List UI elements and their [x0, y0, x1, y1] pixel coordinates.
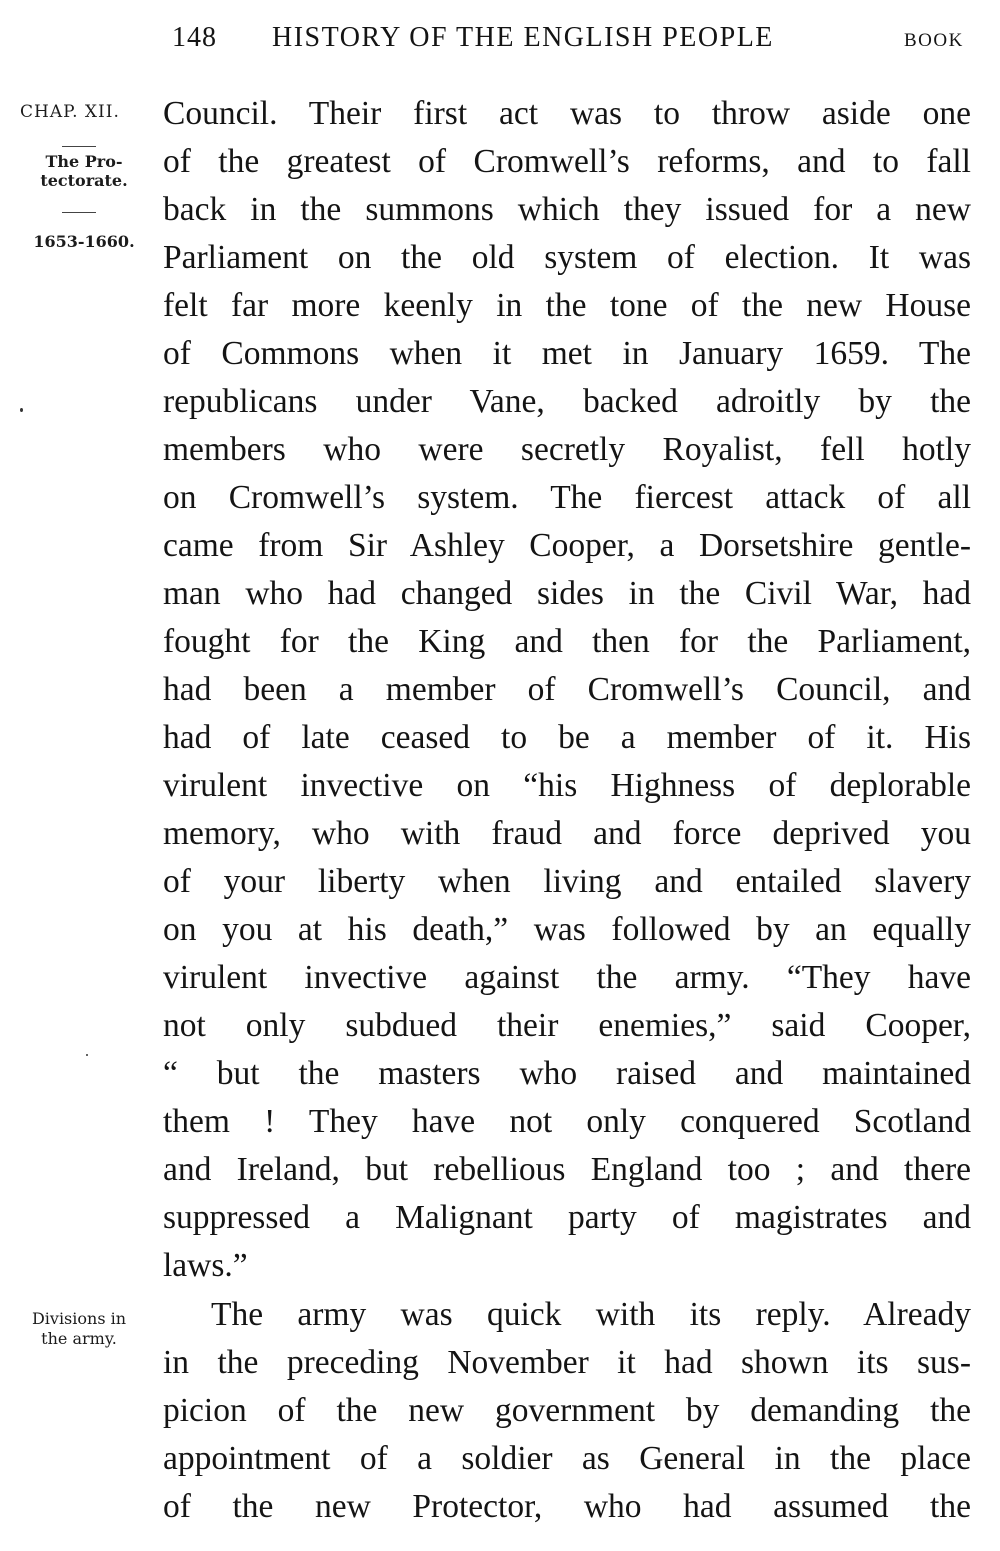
divisions-sidenote-line: Divisions in: [31, 1309, 127, 1328]
text-line: suppressed a Malignant party of magistrates and: [163, 1199, 971, 1236]
paragraph-2: [163, 1291, 971, 1531]
text-line: and Ireland, but rebellious England too ; and there: [163, 1151, 971, 1188]
text-line: “ but the masters who raised and maintained: [163, 1055, 971, 1092]
section-sidenote-line: tectorate.: [40, 171, 128, 190]
text-line: had of late ceased to be a member of it. His: [163, 719, 971, 756]
text-line: of your liberty when living and entailed slavery: [163, 863, 971, 900]
text-line: Parliament on the old system of election. It was: [163, 239, 971, 276]
text-line: appointment of a soldier as General in the place: [163, 1440, 971, 1477]
section-sidenote: [22, 152, 146, 190]
text-line: of the greatest of Cromwell’s reforms, and to fall: [163, 143, 971, 180]
scan-speck: [20, 408, 23, 412]
chapter-marker: CHAP. XII.: [20, 102, 120, 122]
text-line: picion of the new government by demanding the: [163, 1392, 971, 1429]
text-line: republicans under Vane, backed adroitly by the: [163, 383, 971, 420]
running-title: HISTORY OF THE ENGLISH PEOPLE: [272, 22, 774, 53]
scan-speck: [86, 1054, 88, 1056]
text-line: on Cromwell’s system. The fiercest attack of all: [163, 479, 971, 516]
text-line: them ! They have not only conquered Scotland: [163, 1103, 971, 1140]
text-line: in the preceding November it had shown its sus-: [163, 1344, 971, 1381]
text-line: came from Sir Ashley Cooper, a Dorsetshire gentle-: [163, 527, 971, 564]
text-line: memory, who with fraud and force deprived you: [163, 815, 971, 852]
text-line: The army was quick with its reply. Already: [211, 1296, 971, 1333]
text-line: had been a member of Cromwell’s Council, and: [163, 671, 971, 708]
text-line: felt far more keenly in the tone of the new House: [163, 287, 971, 324]
text-line: man who had changed sides in the Civil War, had: [163, 575, 971, 612]
text-line: not only subdued their enemies,” said Cooper,: [163, 1007, 971, 1044]
paragraph-1: [163, 90, 971, 1290]
divisions-sidenote: [4, 1309, 154, 1349]
running-book-label: BOOK: [904, 30, 964, 51]
running-head: [0, 18, 1000, 58]
text-line: laws.”: [163, 1247, 248, 1284]
text-line: back in the summons which they issued for a new: [163, 191, 971, 228]
text-line: on you at his death,” was followed by an equally: [163, 911, 971, 948]
divisions-sidenote-line: the army.: [41, 1329, 117, 1348]
page-number: 148: [172, 22, 217, 53]
text-line: of Commons when it met in January 1659. The: [163, 335, 971, 372]
text-line: fought for the King and then for the Parliament,: [163, 623, 971, 660]
text-line: virulent invective against the army. “They have: [163, 959, 971, 996]
date-range: 1653-1660.: [33, 232, 135, 251]
section-sidenote-line: The Pro-: [45, 152, 123, 171]
text-line: Council. Their first act was to throw aside one: [163, 95, 971, 132]
text-line: of the new Protector, who had assumed the: [163, 1488, 971, 1525]
margin-rule: [62, 212, 96, 213]
text-line: virulent invective on “his Highness of deplorable: [163, 767, 971, 804]
margin-rule: [62, 146, 96, 147]
text-line: members who were secretly Royalist, fell hotly: [163, 431, 971, 468]
